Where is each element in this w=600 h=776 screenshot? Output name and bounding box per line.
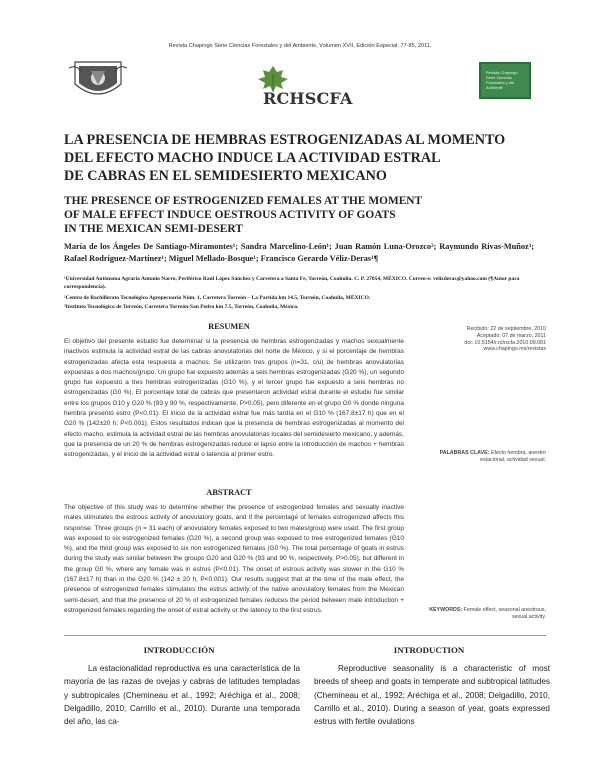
- keywords-spanish: [420, 450, 546, 464]
- cover-line-1: Revista Chapingo: [486, 70, 518, 75]
- affiliation-2: ²Centro de Bachillerato Tecnológico Agropecuario Núm. 1, Carretera Torreón – La Partida km 14.5, Torreón, Coahuila, MÉXICO.: [64, 295, 371, 301]
- journal-cover-logo: [479, 62, 531, 99]
- intro-en-text: Reproductive seasonality is a characteristic of most breeds of sheep and goats in temperate and subtropical latitudes (Chemineau et al., 1992; Aréchiga et al., 2008; Delgadillo, 2010, Carrillo et al., 2010). During a season of year, goats expressed estrus with fertile ovulations: [314, 664, 550, 727]
- journal-url: www.chapingo.mx/revistas: [483, 346, 546, 353]
- intro-es-column: [64, 662, 300, 728]
- resumen-text: El objetivo del presente estudio fue determinar si la presencia de hembras estrogenizadas y machos sexualmente inactivos estimula la actividad estral de las cabras anovulatorias del norte de México, y si el porcentaje de hembras estrogenizadas afecta esta respuesta a machos. Se utilizaron tres grupos (n=31, c/u) de hembras anovulatorias expuestas a dos machos/grupo. Un grupo fue expuesto además a seis hembras estrogenizadas (G20 %), un segundo grupo fue expuesto a tres hembras estrogenizadas (G10 %), y el tercer grupo fue expuesto a seis hembras no estrogenizadas (G0 %). El porcentaje total de cabras que presentaron actividad estral durante el estudio fue similar entre los grupos G10 y G20 % (93 y 90 %, respectivamente, P>0.05), pero diferente en el grupo G0 % donde ninguna hembra presentó estro (P<0.01). El inicio de la actividad estral fue más tardía en el G10 % (167.8±17 h) que en el G20 % (142±20 h; P<0.001). Estos resultados indican que la presencia de hembras estrogenizadas al momento del efecto macho, estimula la actividad estral de las hembras anovulatorias locales del semidesierto mexicano, y además, que la presencia de un 20 % de hembras estrogenizadas reduce el lapso entre la introducción de machos + hembras estrogenizadas, y el inicio de la actividad estral o latencia al primer estro.: [64, 338, 405, 459]
- keywords-es-text: Efecto hembra, anestro estacional, actividad sexual.: [480, 450, 546, 463]
- cover-line-2: Serie Ciencias: [486, 75, 512, 80]
- section-divider: [64, 635, 546, 636]
- university-shield-logo: [67, 58, 129, 104]
- abstract-heading: ABSTRACT: [206, 488, 252, 497]
- author-list: María de los Ángeles De Santiago-Miramontes¹; Sandra Marcelino-León¹; Juan Ramón Luna-Orozco²; Raymundo Rivas-Muñoz³; Rafael Rodríguez-Martínez¹; Miguel Mellado-Bosque¹; Francisco Gerardo Véliz-Deras¹¶: [64, 242, 534, 263]
- intro-es-heading: INTRODUCCIÓN: [143, 645, 215, 655]
- brand-text: RCHSCFA: [263, 89, 353, 108]
- journal-header: Revista Chapingo Serie Ciencias Forestales y del Ambiente, Volumen XVII, Edición Especial: 77-85, 2011.: [168, 43, 432, 49]
- intro-es-text: La estacionalidad reproductiva es una característica de la mayoría de las razas de ovejas y cabras de latitudes templadas y subtropicales (Chemineau et al., 1992; Aréchiga et al., 2008; Delgadillo, 2010; Carrillo et al., 2010). Durante una temporada del año, las ca-: [64, 664, 300, 727]
- title-es-line: DEL EFECTO MACHO INDUCE LA ACTIVIDAD ESTRAL: [64, 150, 441, 166]
- title-en-line: THE PRESENCE OF ESTROGENIZED FEMALES AT THE MOMENT: [64, 195, 423, 207]
- title-en-line: IN THE MEXICAN SEMI-DESERT: [64, 223, 243, 235]
- keywords-en-label: KEYWORDS:: [429, 607, 463, 613]
- resumen-heading: RESUMEN: [208, 322, 250, 331]
- accepted-date: Aceptado: 07 de marzo, 2011: [476, 332, 546, 339]
- title-es-line: DE CABRAS EN EL SEMIDESIERTO MEXICANO: [64, 168, 387, 184]
- cover-line-3: Forestales y del Ambiente: [486, 80, 515, 90]
- received-date: Recibido: 22 de septiembre, 2010: [466, 326, 546, 332]
- keywords-english: [420, 607, 546, 621]
- keywords-es-label: PALABRAS CLAVE:: [439, 450, 490, 456]
- rchscfa-logo: [245, 64, 355, 112]
- intro-en-heading: INTRODUCTION: [393, 645, 465, 655]
- abstract-text: The objective of this study was to determine whether the presence of estrogenized females and sexually inactive males stimulates the estrous activity of anovulatory goats, and if the percentage of females estrogenized affects this response. Three groups (n = 31 each) of anovulatory females exposed to two males/group were used. The first group was exposed to six estrogenized females (G20 %), a second group was exposed to tree estrogenized females (G10 %), and the third group was exposed to six non estrogenized females (G0 %). The total percentage of goats in estrus during the study was similar between the groups G20 and G20 % (93 and 90 %, respectively, P>0.05), but different in the group G0 %, where any female was in estrus (P<0.01). The onset of estrous activity was slower in the G10 % (167.8±17 h) than in the G20 % (142 ± 20 h, P<0.001). Our results suggest that at the time of the male effect, the presence of estrogenized females stimulates the estrus activity of the native anovulatory females from the Mexican semi-desert, and that the presence of 20 % of estrogenized females reduces the period between male introduction + estrogenized females regarding the onset of estral activity or the latency to the first estrus.: [64, 504, 404, 614]
- keywords-en-text: Female effect, seasonal anestrous, sexual activity.: [463, 607, 546, 620]
- affiliation-1: ¹Universidad Autónoma Agraria Antonio Narro, Periférico Raúl López Sánchez y Carretera a Santa Fe, Torreón, Coahuila. C. P. 27054, MÉXICO. Correo-e: velizderas@yahoo.com (¶Autor para correspondencia).: [64, 276, 520, 290]
- title-spanish: [64, 131, 544, 185]
- title-en-line: OF MALE EFFECT INDUCE OESTROUS ACTIVITY OF GOATS: [64, 209, 396, 221]
- title-english: [64, 194, 544, 236]
- title-es-line: LA PRESENCIA DE HEMBRAS ESTROGENIZADAS AL MOMENTO: [64, 132, 506, 148]
- doi-text: doi: 10.5154/r.rchscfa.2010.09.081: [464, 339, 546, 346]
- affiliation-3: ³Instituto Tecnológico de Torreón, Carretera Torreón-San Pedro km 7.5, Torreón, Coahuila, México.: [64, 304, 299, 310]
- article-dates: [420, 326, 546, 353]
- intro-en-column: [314, 662, 550, 728]
